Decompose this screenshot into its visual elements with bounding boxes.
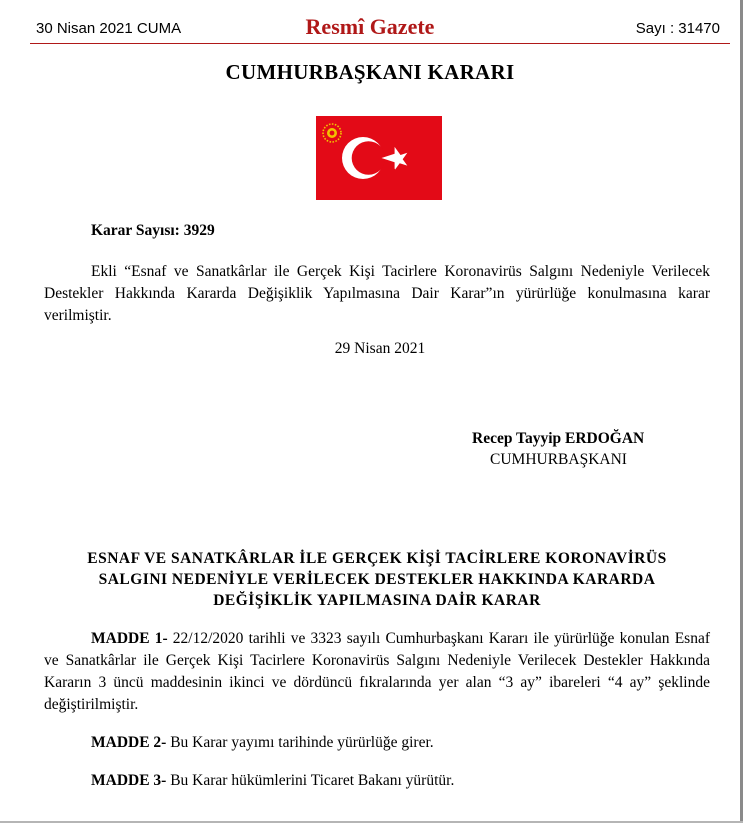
regulation-title (44, 548, 710, 611)
header-divider (30, 43, 730, 44)
signer-name: Recep Tayyip ERDOĞAN (472, 430, 645, 447)
article-text: Bu Karar yayımı tarihinde yürürlüğe girer. (166, 734, 434, 751)
regulation-title-line: SALGINI NEDENİYLE VERİLECEK DESTEKLER HAKKINDA KARARDA (98, 571, 656, 588)
turkish-flag-icon (316, 116, 442, 200)
decision-date: 29 Nisan 2021 (334, 340, 426, 357)
decision-number: Karar Sayısı: 3929 (91, 222, 215, 239)
issue-date: 30 Nisan 2021 CUMA (36, 20, 182, 37)
gazette-header (0, 0, 740, 46)
gazette-name: Resmî Gazete (305, 14, 435, 39)
article-1 (44, 628, 710, 716)
decision-body: Ekli “Esnaf ve Sanatkârlar ile Gerçek Kişi Tacirlere Koronavirüs Salgını Nedeniyle Verilecek Destekler Hakkında Kararda Değişiklik Yapılmasına Dair Karar”ın yürürlüğe konulmasına karar verilmiştir. (44, 263, 710, 324)
article-text: Bu Karar hükümlerini Ticaret Bakanı yürütür. (166, 772, 455, 789)
article-label: MADDE 3- (91, 772, 167, 789)
article-3 (91, 770, 743, 792)
signer-title: CUMHURBAŞKANI (490, 451, 627, 468)
signature-block (472, 428, 644, 470)
page-title: CUMHURBAŞKANI KARARI (225, 60, 515, 84)
article-text: 22/12/2020 tarihli ve 3323 sayılı Cumhurbaşkanı Kararı ile yürürlüğe konulan Esnaf ve Sanatkârlar ile Gerçek Kişi Tacirlere Koronavirüs Salgını Nedeniyle Verilecek Destekler Hakkında Kararın 3 üncü maddesinin ikinci ve dördüncü fıkralarında yer alan “3 ay” ibareleri “4 ay” şeklinde değiştirilmiştir. (44, 630, 710, 713)
issue-number: Sayı : 31470 (635, 20, 720, 37)
article-label: MADDE 2- (91, 734, 167, 751)
regulation-title-line: DEĞİŞİKLİK YAPILMASINA DAİR KARAR (213, 592, 541, 609)
article-2 (91, 732, 743, 754)
article-label: MADDE 1- (91, 630, 168, 647)
regulation-title-line: ESNAF VE SANATKÂRLAR İLE GERÇEK KİŞİ TACİRLERE KORONAVİRÜS (87, 550, 667, 567)
